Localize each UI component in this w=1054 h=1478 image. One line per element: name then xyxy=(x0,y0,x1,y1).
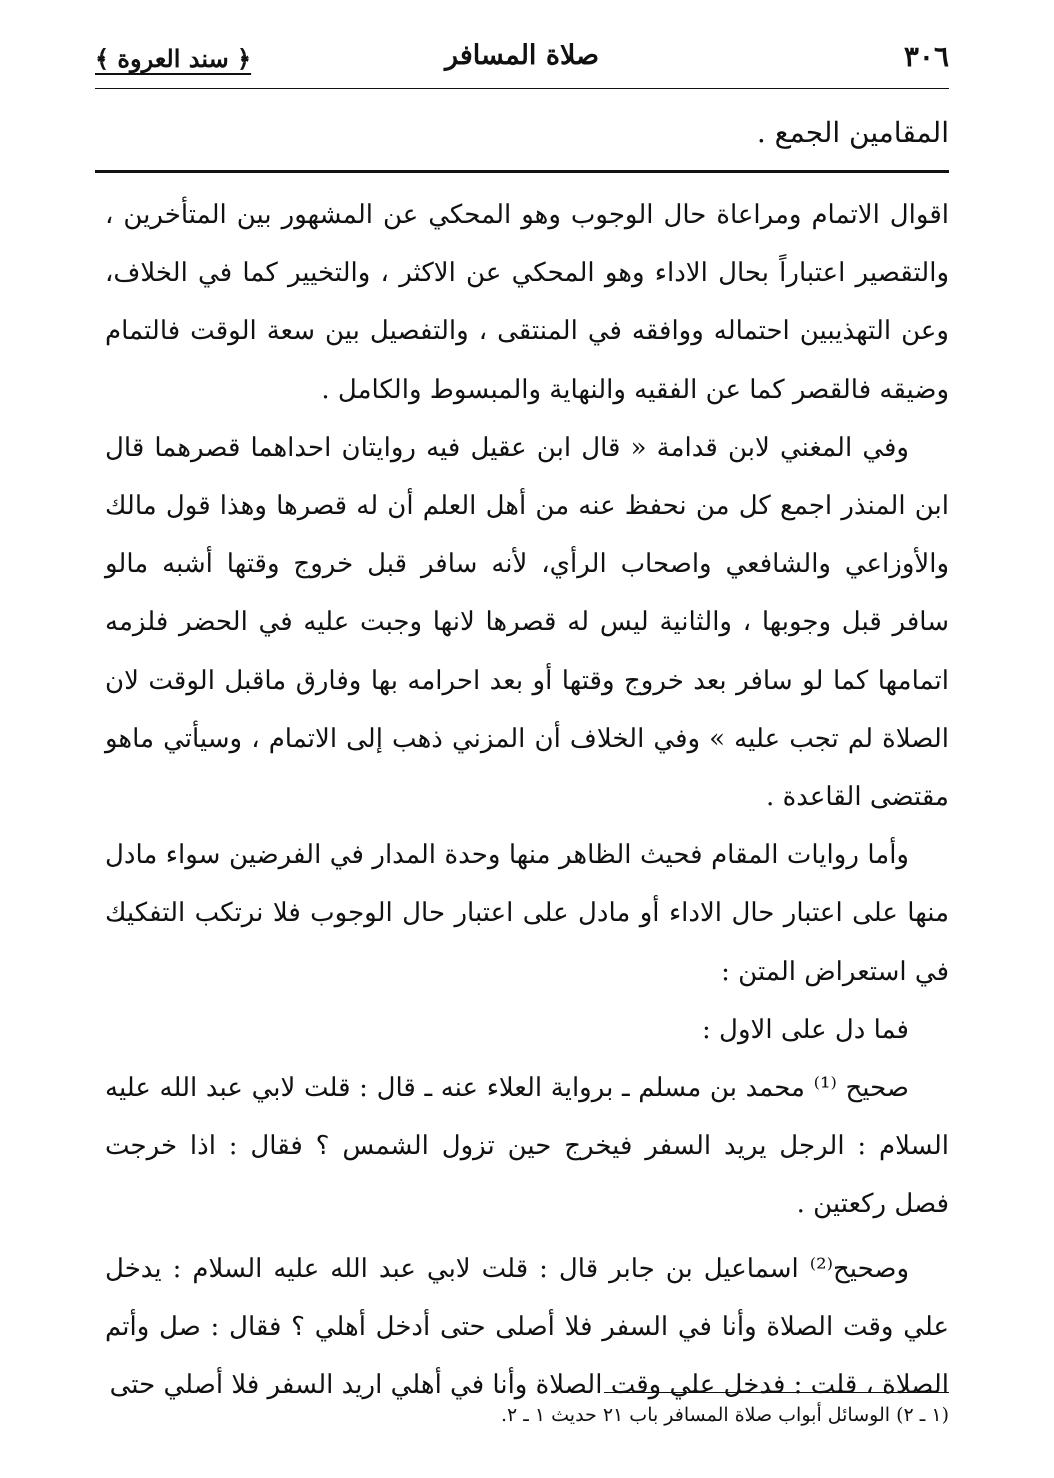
paragraph: صحيح ⁽¹⁾ محمد بن مسلم ـ برواية العلاء عنه ـ قال : قلت لابي عبد الله عليه السلام : الرجل يريد السفر فيخرج حين تزول الشمس ؟ فقال : اذا خرجت فصل ركعتين . xyxy=(105,1073,949,1220)
paragraph: اقوال الاتمام ومراعاة حال الوجوب وهو المحكي عن المشهور بين المتأخرين ، والتقصير اعتباراً بحال الاداء وهو المحكي عن الاكثر ، والتخيير كما في الخلاف، وعن التهذيبين احتماله ووافقه في المنتقى ، والتفصيل بين سعة الوقت فالتمام وضيقه فالقصر كما عن الفقيه والنهاية والمبسوط والكامل . xyxy=(105,200,949,405)
page-header xyxy=(95,38,949,78)
header-divider xyxy=(95,88,949,89)
footnote-divider xyxy=(604,1392,949,1393)
paragraph: وأما روايات المقام فحيث الظاهر منها وحدة المدار في الفرضين سواء مادل منها على اعتبار حال الاداء أو مادل على اعتبار حال الوجوب فلا نرتكب التفكيك في استعراض المتن : xyxy=(105,840,949,987)
body-text xyxy=(105,186,949,1414)
section-divider xyxy=(95,170,949,173)
book-title: ﴿ سند العروة ﴾ xyxy=(95,44,252,73)
paragraph: فما دل على الاول : xyxy=(702,1014,909,1045)
carried-over-line: المقامين الجمع . xyxy=(756,116,949,149)
chapter-title: صلاة المسافر xyxy=(444,40,600,71)
page-number: ٣٠٦ xyxy=(903,40,949,73)
paragraph: وفي المغني لابن قدامة « قال ابن عقيل فيه روايتان احداهما قصرهما قال ابن المنذر اجمع كل من نحفظ عنه من أهل العلم أن له قصرها وهذا قول مالك والأوزاعي والشافعي واصحاب الرأي، لأنه سافر قبل خروج وقتها أشبه مالو سافر قبل وجوبها ، والثانية ليس له قصرها لانها وجبت عليه في الحضر فلزمه اتمامها كما لو سافر بعد خروج وقتها أو بعد احرامه بها وفارق ماقبل الوقت لان الصلاة لم تجب عليه » وفي الخلاف أن المزني ذهب إلى الاتمام ، وسيأتي ماهو مقتضى القاعدة . xyxy=(105,432,949,813)
paragraph: وصحيح⁽²⁾ اسماعيل بن جابر قال : قلت لابي عبد الله عليه السلام : يدخل علي وقت الصلاة وأنا في السفر فلا أصلى حتى أدخل أهلي ؟ فقال : صل وأتم الصلاة ، قلت : فدخل علي وقت الصلاة وأنا في أهلي اريد السفر فلا أصلي حتى xyxy=(105,1253,949,1401)
footnote: (١ ـ ٢) الوسائل أبواب صلاة المسافر باب ٢١ حديث ١ ـ ٢. xyxy=(500,1404,949,1426)
